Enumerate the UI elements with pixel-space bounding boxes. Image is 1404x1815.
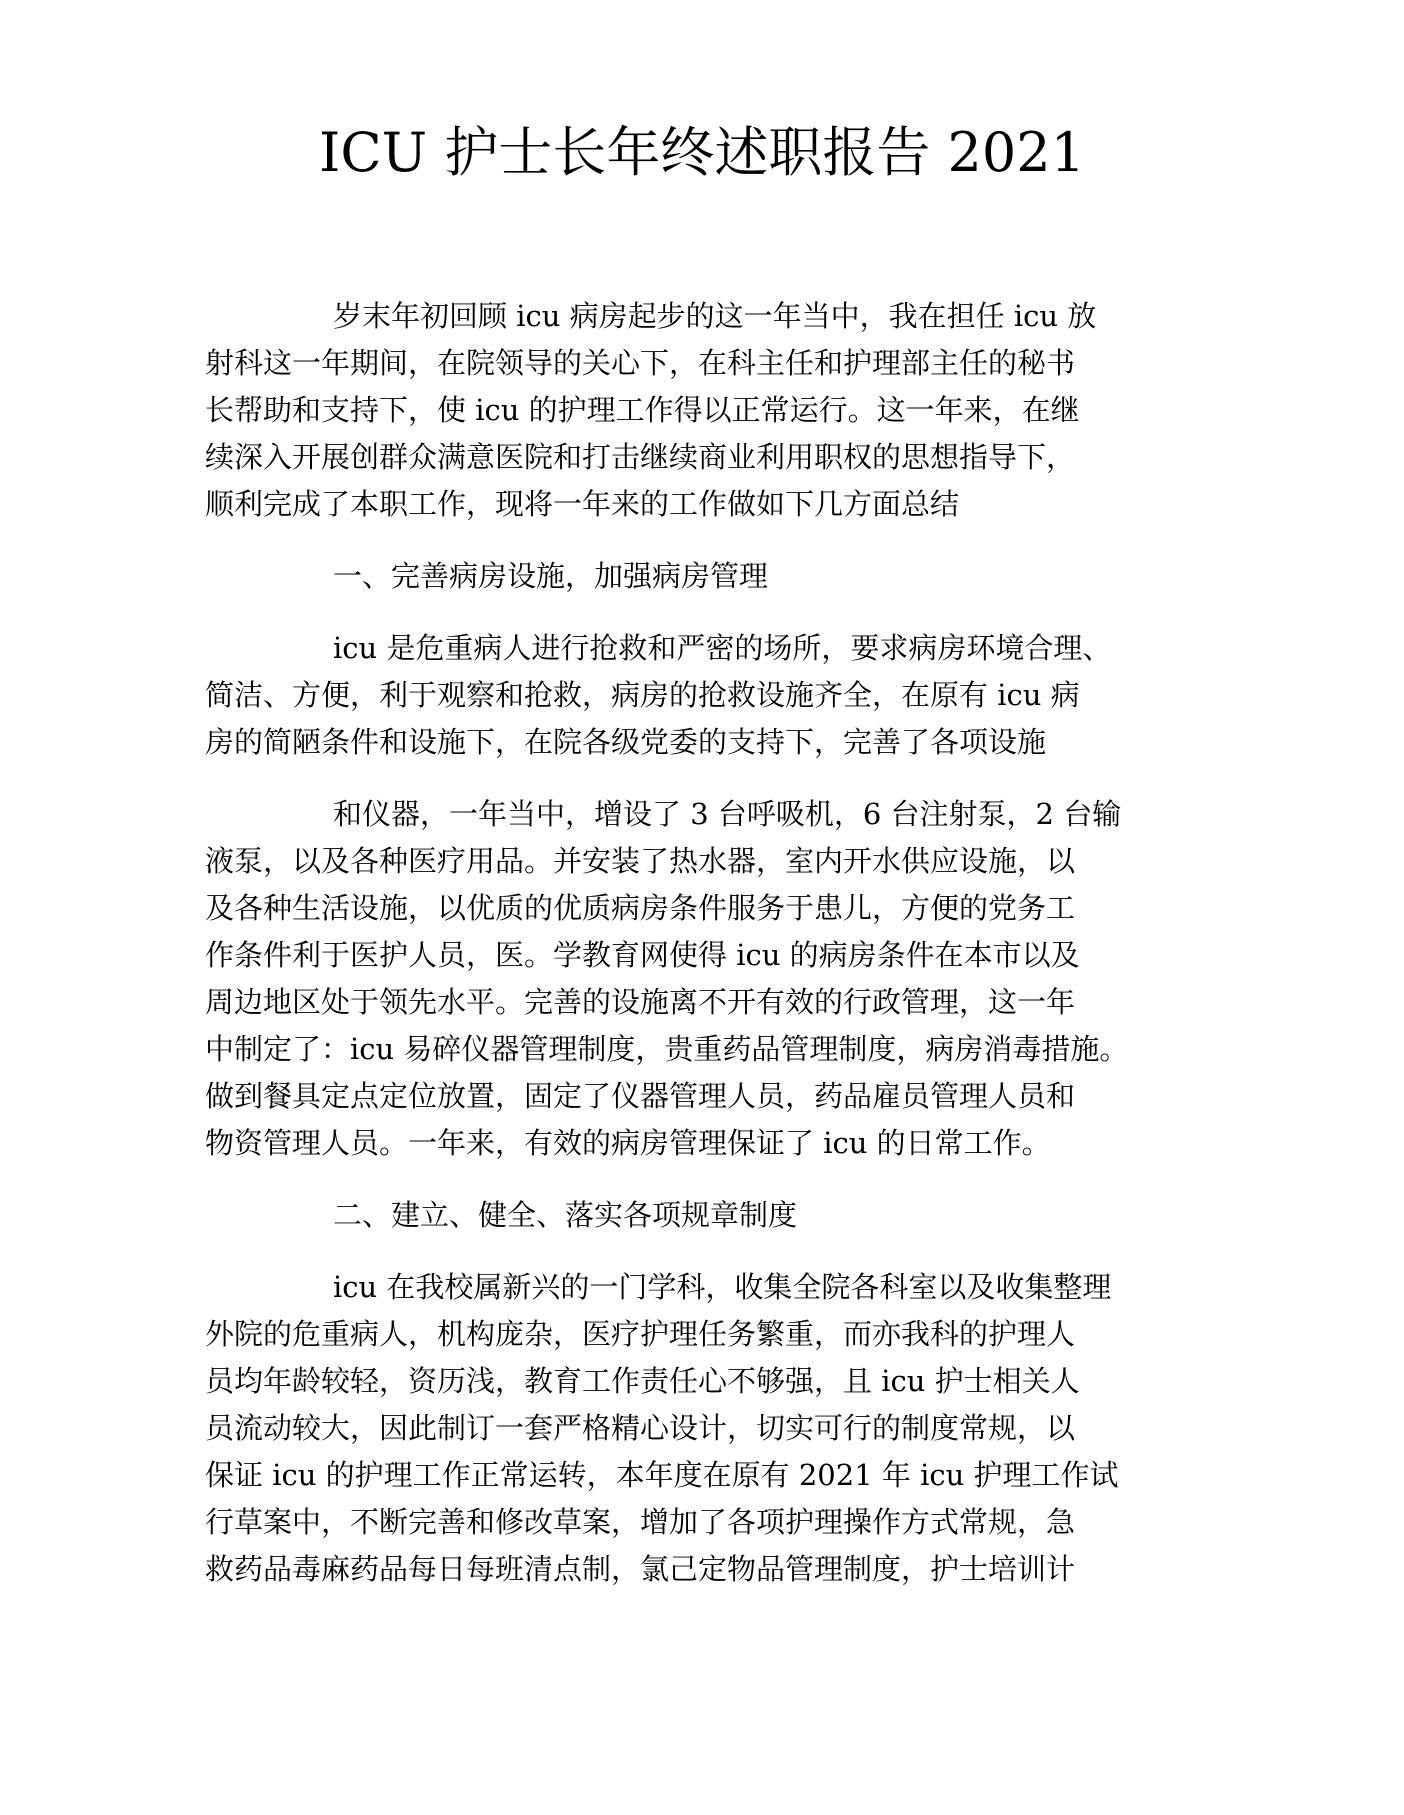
- paragraph-line: 员流动较大，因此制订一套严格精心设计，切实可行的制度常规，以: [205, 1411, 1076, 1445]
- paragraph-line: 外院的危重病人，机构庞杂，医疗护理任务繁重，而亦我科的护理人: [205, 1317, 1076, 1351]
- paragraph-line: 液泵，以及各种医疗用品。并安装了热水器，室内开水供应设施，以: [205, 844, 1076, 878]
- paragraph-line: 员均年龄较轻，资历浅，教育工作责任心不够强，且 icu 护士相关人: [205, 1364, 1080, 1398]
- paragraph-line: 物资管理人员。一年来，有效的病房管理保证了 icu 的日常工作。: [205, 1126, 1051, 1160]
- paragraph-line: 和仪器，一年当中，增设了 3 台呼吸机，6 台注射泵，2 台输: [333, 797, 1122, 831]
- paragraph-line: 救药品毒麻药品每日每班清点制，氯己定物品管理制度，护士培训计: [205, 1552, 1076, 1586]
- document-title: ICU 护士长年终述职报告 2021: [319, 121, 1085, 184]
- paragraph-line: 周边地区处于领先水平。完善的设施离不开有效的行政管理，这一年: [205, 985, 1076, 1019]
- paragraph-line: 简洁、方便，利于观察和抢救，病房的抢救设施齐全，在原有 icu 病: [205, 678, 1080, 712]
- paragraph-line: 续深入开展创群众满意医院和打击继续商业利用职权的思想指导下，: [205, 440, 1076, 474]
- paragraph-line: 及各种生活设施，以优质的优质病房条件服务于患儿，方便的党务工: [205, 891, 1076, 925]
- paragraph-line: icu 在我校属新兴的一门学科，收集全院各科室以及收集整理: [333, 1270, 1112, 1304]
- paragraph-line: 顺利完成了本职工作，现将一年来的工作做如下几方面总结: [205, 487, 960, 521]
- paragraph-line: 岁末年初回顾 icu 病房起步的这一年当中，我在担任 icu 放: [333, 299, 1097, 333]
- paragraph-line: 保证 icu 的护理工作正常运转，本年度在原有 2021 年 icu 护理工作试: [205, 1458, 1119, 1492]
- section-heading: 二、建立、健全、落实各项规章制度: [333, 1198, 798, 1232]
- paragraph-line: 射科这一年期间，在院领导的关心下，在科主任和护理部主任的秘书: [205, 346, 1076, 380]
- paragraph-line: 行草案中，不断完善和修改草案，增加了各项护理操作方式常规，急: [205, 1505, 1076, 1539]
- paragraph-line: 中制定了：icu 易碎仪器管理制度，贵重药品管理制度，病房消毒措施。: [205, 1032, 1129, 1066]
- section-heading: 一、完善病房设施，加强病房管理: [333, 559, 769, 593]
- paragraph-line: 房的简陋条件和设施下，在院各级党委的支持下，完善了各项设施: [205, 725, 1047, 759]
- paragraph-line: 长帮助和支持下，使 icu 的护理工作得以正常运行。这一年来，在继: [205, 393, 1080, 427]
- paragraph-line: 作条件利于医护人员，医。学教育网使得 icu 的病房条件在本市以及: [205, 938, 1080, 972]
- paragraph-line: 做到餐具定点定位放置，固定了仪器管理人员，药品雇员管理人员和: [205, 1079, 1076, 1113]
- paragraph-line: icu 是危重病人进行抢救和严密的场所，要求病房环境合理、: [333, 631, 1112, 665]
